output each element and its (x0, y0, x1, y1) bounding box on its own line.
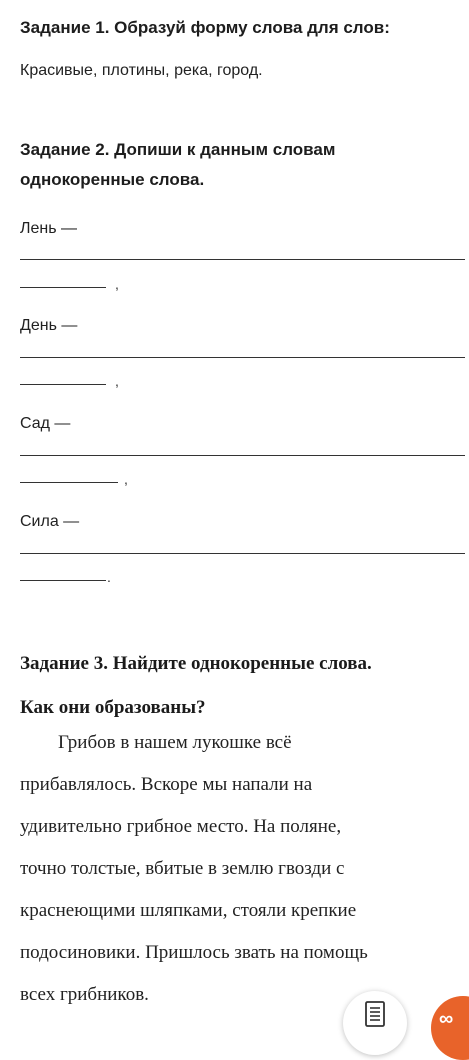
task2-word-sad: Сад — (20, 415, 71, 432)
infinity-icon: ∞ (439, 1008, 454, 1030)
task2-word-den: День — (20, 317, 78, 334)
task3-heading-line2: Как они образованы? (20, 697, 206, 718)
answer-line-short[interactable] (20, 287, 106, 288)
task3-text-line: Грибов в нашем лукошке всё (58, 732, 292, 753)
task1-heading: Задание 1. Образуй форму слова для слов: (20, 18, 390, 37)
task2-word-sila: Сила — (20, 513, 80, 530)
task3-text-line: удивительно грибное место. На поляне, (20, 816, 342, 837)
answer-line-long[interactable] (20, 357, 465, 358)
task2-heading-line1: Задание 2. Допиши к данным словам (20, 140, 336, 159)
task1-words: Красивые, плотины, река, город. (20, 62, 263, 79)
task3-text-line: подосиновики. Пришлось звать на помощь (20, 942, 368, 963)
task3-heading-line1: Задание 3. Найдите однокоренные слова. (20, 653, 372, 674)
document-icon (365, 1001, 385, 1027)
answer-line-long[interactable] (20, 553, 465, 554)
share-button[interactable] (431, 996, 469, 1060)
task3-text-line: краснеющими шляпками, стояли крепкие (20, 900, 357, 921)
task2-word-len: Лень — (20, 220, 78, 237)
task2-heading-line2: однокоренные слова. (20, 170, 205, 189)
document-button[interactable] (343, 991, 407, 1055)
task3-text-line: всех грибников. (20, 984, 149, 1005)
answer-line-short[interactable] (20, 580, 106, 581)
answer-line-long[interactable] (20, 259, 465, 260)
task2-punct-2: , (115, 373, 119, 389)
task2-punct-4: . (107, 569, 111, 585)
answer-line-long[interactable] (20, 455, 465, 456)
answer-line-short[interactable] (20, 482, 118, 483)
task3-text-line: точно толстые, вбитые в землю гвозди с (20, 858, 345, 879)
task2-punct-3: , (124, 471, 128, 487)
task3-text-line: прибавлялось. Вскоре мы напали на (20, 774, 313, 795)
task2-punct-1: , (115, 276, 119, 292)
answer-line-short[interactable] (20, 384, 106, 385)
